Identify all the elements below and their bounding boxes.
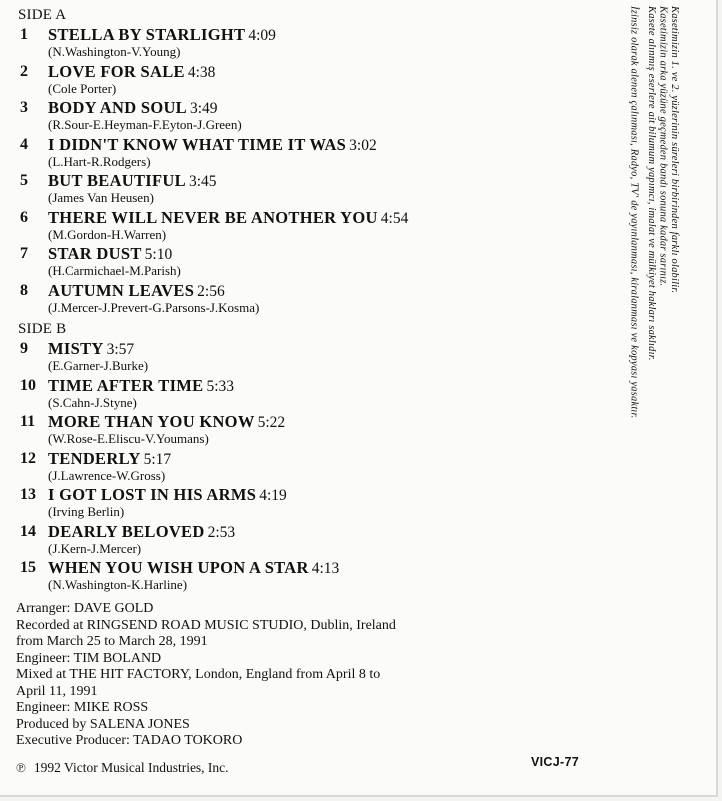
- track-composers: (H.Carmichael-M.Parish): [48, 263, 181, 278]
- side-a-tracks: [18, 24, 498, 316]
- recording-credit-line-1: Recorded at RINGSEND ROAD MUSIC STUDIO, Dublin, Ireland: [16, 617, 396, 633]
- track-composers: (E.Garner-J.Burke): [48, 358, 149, 373]
- track-number: 1: [20, 26, 28, 43]
- mixing-credit-line-2: April 11, 1991: [16, 683, 98, 699]
- mixing-credit-line-1: Mixed at THE HIT FACTORY, London, England from April 8 to: [16, 667, 381, 682]
- track-number: 8: [20, 281, 28, 299]
- track-number: 15: [20, 559, 36, 576]
- track-composers: (Irving Berlin): [48, 504, 125, 519]
- track-number: 3: [20, 99, 28, 116]
- track-duration: 5:17: [143, 450, 172, 468]
- track-number: 5: [20, 172, 28, 189]
- recording-credit-line-2: from March 25 to March 28, 1991: [16, 634, 208, 649]
- track-duration: 3:45: [188, 173, 217, 190]
- legal-notice-text: [628, 6, 680, 586]
- side-a-label: SIDE A: [18, 7, 67, 23]
- track-number: 13: [20, 486, 36, 503]
- track-title: DEARLY BELOVED: [48, 521, 205, 541]
- track-row: [18, 448, 498, 485]
- track-duration: 4:38: [187, 63, 216, 81]
- track-title: BUT BEAUTIFUL: [48, 171, 186, 190]
- track-composers: (S.Cahn-J.Styne): [48, 394, 137, 410]
- track-row: [18, 134, 498, 171]
- track-row: [18, 521, 498, 558]
- track-composers: (R.Sour-E.Heyman-F.Eyton-J.Green): [48, 117, 242, 132]
- track-title: LOVE FOR SALE: [48, 61, 185, 81]
- track-title: I GOT LOST IN HIS ARMS: [48, 485, 257, 504]
- track-duration: 4:54: [380, 209, 409, 227]
- track-title: THERE WILL NEVER BE ANOTHER YOU: [48, 207, 378, 227]
- arranger-credit: Arranger: DAVE GOLD: [16, 601, 154, 616]
- track-duration: 2:56: [197, 282, 225, 300]
- phonogram-mark: ℗: [16, 759, 26, 775]
- track-composers: (N.Washington-V.Young): [48, 44, 181, 59]
- track-title: STAR DUST: [48, 244, 142, 263]
- mixing-engineer-credit: Engineer: MIKE ROSS: [16, 700, 149, 715]
- track-composers: (J.Kern-J.Mercer): [48, 540, 142, 556]
- track-row: [18, 170, 498, 207]
- legal-notice-line: Kasetimizin 1. ve 2. yüzlerinin süreleri birbirinden farklı olabilir.: [669, 6, 680, 294]
- track-row: [18, 207, 498, 244]
- track-title: BODY AND SOUL: [48, 98, 187, 117]
- track-row: [18, 97, 498, 134]
- track-composers: (L.Hart-R.Rodgers): [48, 153, 151, 169]
- track-row: [18, 338, 498, 375]
- track-duration: 4:09: [248, 27, 276, 44]
- track-composers: (W.Rose-E.Eliscu-V.Youmans): [48, 431, 209, 446]
- track-duration: 3:49: [189, 100, 218, 117]
- track-composers: (James Van Heusen): [48, 190, 154, 205]
- track-number: 11: [20, 413, 36, 430]
- track-row: [18, 61, 498, 98]
- track-title: STELLA BY STARLIGHT: [48, 25, 246, 44]
- track-duration: 3:02: [349, 136, 377, 154]
- track-composers: (J.Mercer-J.Prevert-G.Parsons-J.Kosma): [48, 299, 260, 315]
- track-title: I DIDN'T KNOW WHAT TIME IT WAS: [48, 134, 347, 154]
- track-title: AUTUMN LEAVES: [48, 280, 195, 300]
- track-composers: (Cole Porter): [48, 80, 117, 96]
- track-number: 4: [20, 135, 28, 153]
- track-duration: 4:13: [311, 560, 340, 577]
- copyright-line: [16, 760, 496, 777]
- track-duration: 2:53: [207, 523, 236, 541]
- recording-engineer-credit: Engineer: TIM BOLAND: [16, 650, 162, 666]
- track-row: [18, 280, 498, 317]
- track-row: [18, 484, 498, 521]
- track-row: [18, 411, 498, 448]
- track-composers: (M.Gordon-H.Warren): [48, 226, 167, 242]
- track-list: [18, 6, 498, 594]
- side-b-tracks: [18, 338, 498, 594]
- track-composers: (J.Lawrence-W.Gross): [48, 467, 166, 483]
- track-row: [18, 375, 498, 412]
- track-row: [18, 243, 498, 280]
- track-title: TENDERLY: [48, 448, 141, 468]
- track-duration: 5:33: [206, 377, 235, 395]
- copyright-text: 1992 Victor Musical Industries, Inc.: [33, 759, 229, 775]
- producer-credit: Produced by SALENA JONES: [16, 716, 190, 732]
- track-number: 14: [20, 522, 36, 540]
- track-composers: (N.Washington-K.Harline): [48, 577, 188, 592]
- track-number: 12: [20, 449, 36, 467]
- track-number: 10: [20, 376, 36, 394]
- legal-notice: [628, 6, 693, 586]
- track-number: 6: [20, 208, 28, 226]
- track-title: MISTY: [48, 339, 104, 358]
- legal-notice-line: Kasete alınmış eserlere ait bilumum yapımcı, imalat ve mülkiyet hakları saklıdır.: [646, 6, 657, 361]
- track-number: 7: [20, 245, 28, 262]
- track-number: 9: [20, 340, 28, 357]
- catalog-number: VICJ-77: [531, 755, 579, 769]
- track-title: WHEN YOU WISH UPON A STAR: [48, 558, 309, 577]
- track-row: [18, 557, 498, 594]
- credits: [16, 601, 496, 776]
- legal-notice-line: Kasetimizin arka yüzüne geçmeden bandı sonuna kadar sarınız.: [657, 6, 669, 287]
- executive-producer-credit: Executive Producer: TADAO TOKORO: [16, 733, 243, 748]
- track-duration: 5:10: [144, 246, 173, 263]
- track-title: TIME AFTER TIME: [48, 375, 204, 395]
- track-row: [18, 24, 498, 61]
- track-duration: 3:57: [106, 341, 135, 358]
- track-duration: 5:22: [257, 414, 286, 431]
- side-b-label: SIDE B: [18, 321, 67, 337]
- track-number: 2: [20, 62, 28, 80]
- legal-notice-line: İzinsiz olarak alenen çalınması, Radyo, TV' de yayınlanması, kiralanması ve kopyası yasaktır.: [628, 6, 640, 419]
- track-title: MORE THAN YOU KNOW: [48, 412, 255, 431]
- track-duration: 4:19: [259, 487, 287, 504]
